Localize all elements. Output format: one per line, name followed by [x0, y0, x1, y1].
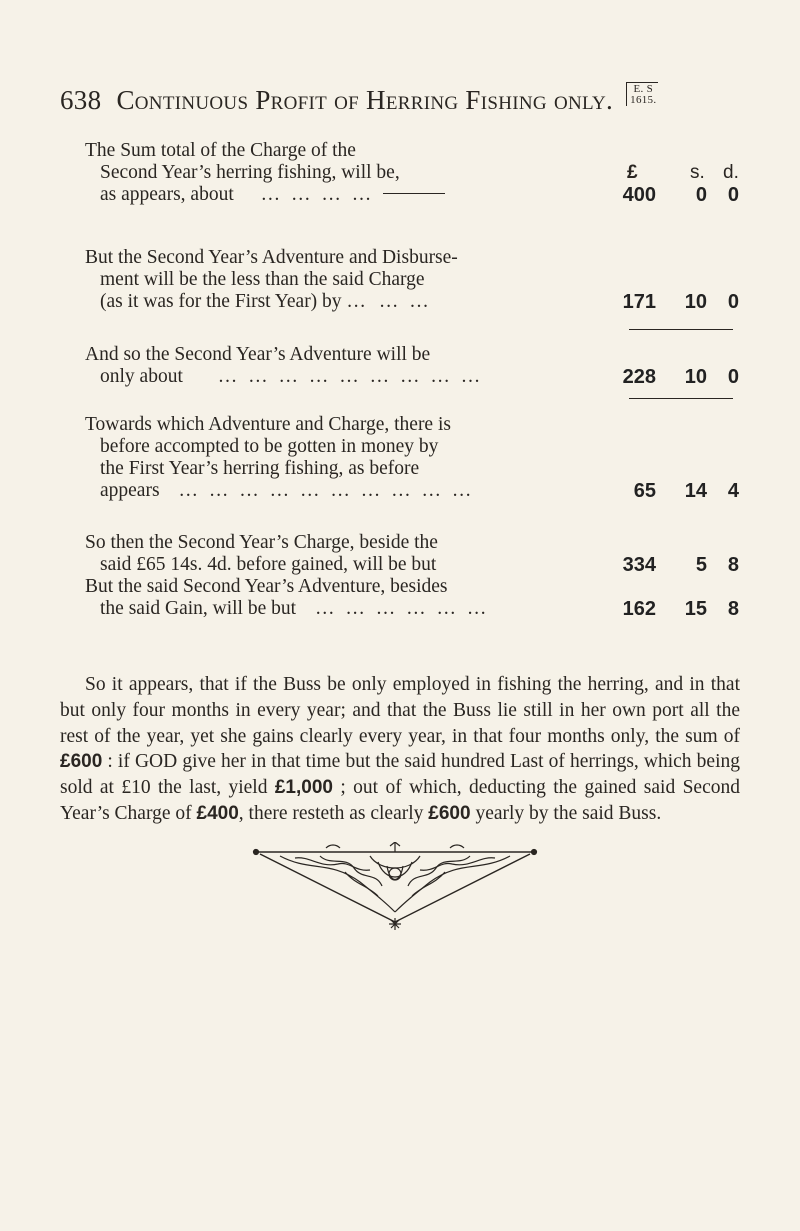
- entry-line: But the said Second Year’s Adventure, besides: [85, 576, 448, 597]
- leader-dots: … …: [378, 291, 432, 312]
- entry-line: (as it was for the First Year) by … … … 171 10 0: [100, 291, 739, 313]
- account-entry: [85, 532, 740, 576]
- bold-amount: £1,000: [274, 777, 333, 799]
- account-entry: [85, 576, 740, 620]
- page-number: 638: [60, 85, 102, 115]
- entry-line: And so the Second Year’s Adventure will be: [85, 344, 431, 365]
- entry-line: as appears, about … … … … 400 0 0: [100, 184, 739, 206]
- amount-shillings: 15: [684, 598, 707, 620]
- edition-bracket: [626, 82, 658, 106]
- body-paragraph: So it appears, that if the Buss be only employed in fishing the herring, and in that but only four months in every year; and that the Buss lie still in her own port all the rest of the year, yet she gains clearly every year, in that four months only, the sum of £600 : if GOD give her in that time but the said hundred Last of herrings, which being sold at £10 the last, yield £1,000 ; out of which, deducting the gained said Second Year’s Charge of £400, there resteth as clearly £600 yearly by the said Buss.: [60, 674, 740, 824]
- entry-line: Towards which Adventure and Charge, there is: [85, 414, 451, 435]
- entry-line: only about … … … … … … … … … 228 10 0: [100, 366, 739, 388]
- entry-line: appears … … … … … … … … … … 65 14 4: [100, 480, 739, 502]
- leader-dots: … … … … … … … … …: [217, 366, 484, 387]
- amount-pence: 4: [727, 480, 739, 502]
- running-header: [60, 82, 750, 116]
- amount-pounds: 400: [622, 184, 656, 206]
- bracket-bottom: 1615.: [630, 94, 657, 106]
- account-entry: [85, 247, 740, 313]
- amount-shillings: 5: [695, 554, 707, 576]
- entry-line: ment will be the less than the said Charge: [100, 269, 425, 290]
- tailpiece-ornament-icon: [250, 842, 540, 932]
- account-entry: [85, 344, 740, 388]
- leader-rule: [383, 193, 445, 194]
- entry-line: said £65 14s. 4d. before gained, will be but 334 5 8: [100, 554, 739, 576]
- entry-line: Second Year’s herring fishing, will be, £ s. d.: [100, 162, 739, 183]
- amount-shillings: 10: [684, 291, 707, 313]
- amount-pence: 0: [727, 184, 739, 206]
- amount-shillings: 10: [684, 366, 707, 388]
- entry-line: the said Gain, will be but … … … … … … 162 15 8: [100, 598, 739, 620]
- amount-pounds: 171: [622, 291, 656, 313]
- amount-pence: 0: [727, 366, 739, 388]
- bold-amount: £400: [196, 802, 239, 824]
- entry-line: So then the Second Year’s Charge, beside the: [85, 532, 438, 553]
- sum-rule: [629, 329, 733, 330]
- amount-pence: 8: [727, 598, 739, 620]
- sum-rule: [629, 398, 733, 399]
- amount-pounds: 162: [622, 598, 656, 620]
- amount-pence: 0: [727, 291, 739, 313]
- leader-dots: … … … … … …: [314, 598, 490, 619]
- leader-dots: … … … … … … … … … …: [178, 480, 475, 501]
- bold-amount: £600: [60, 751, 103, 773]
- entry-line: But the Second Year’s Adventure and Disburse-: [85, 247, 458, 268]
- account-entry: [85, 140, 740, 206]
- amount-pence: 8: [727, 554, 739, 576]
- amount-shillings: 14: [684, 480, 707, 502]
- entry-line: The Sum total of the Charge of the: [85, 140, 356, 161]
- amount-pounds: 228: [622, 366, 656, 388]
- entry-line: before accompted to be gotten in money by: [100, 436, 439, 457]
- leader-dots: … … … …: [260, 184, 375, 205]
- amount-shillings: 0: [695, 184, 707, 206]
- amount-pounds: 65: [633, 480, 656, 502]
- entry-line: the First Year’s herring fishing, as before: [100, 458, 420, 479]
- bold-amount: £600: [428, 802, 471, 824]
- bracket-top: E. S: [633, 83, 654, 95]
- account-entry: [85, 414, 740, 502]
- running-title: Continuous Profit of Herring Fishing only.: [116, 85, 614, 115]
- amount-pounds: 334: [622, 554, 656, 576]
